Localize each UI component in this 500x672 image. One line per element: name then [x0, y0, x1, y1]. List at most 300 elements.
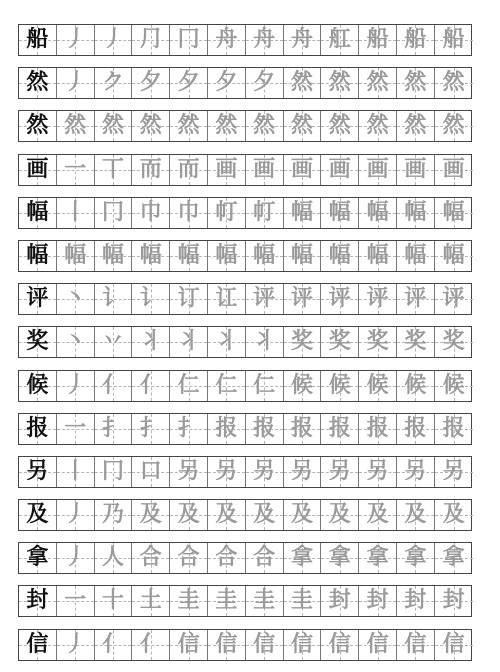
tracing-character: 冂 — [177, 27, 200, 52]
tracing-cell[interactable] — [246, 586, 284, 616]
tracing-character: 仁 — [215, 372, 238, 398]
tracing-cell[interactable] — [170, 630, 208, 660]
tracing-cell[interactable] — [359, 284, 397, 314]
tracing-character: 圭 — [290, 588, 313, 614]
tracing-cell[interactable] — [284, 68, 322, 98]
tracing-cell[interactable] — [284, 543, 322, 573]
tracing-cell[interactable] — [284, 155, 322, 185]
tracing-cell[interactable] — [208, 198, 246, 228]
tracing-character: 丅 — [101, 156, 124, 182]
tracing-cell[interactable] — [95, 111, 133, 141]
model-character-cell — [19, 414, 57, 444]
tracing-character: 巾 — [177, 199, 200, 225]
tracing-character: 幅 — [215, 242, 238, 268]
tracing-cell[interactable] — [284, 414, 322, 444]
tracing-cell[interactable] — [246, 198, 284, 228]
tracing-cell[interactable] — [397, 327, 435, 357]
tracing-character: 报 — [253, 415, 276, 441]
model-character: 信 — [26, 631, 49, 657]
tracing-cell[interactable] — [321, 155, 359, 185]
practice-row — [18, 110, 472, 142]
tracing-cell[interactable] — [397, 284, 435, 314]
practice-sheet — [18, 24, 472, 672]
tracing-cell[interactable] — [284, 327, 322, 357]
tracing-character: ク — [101, 70, 124, 96]
tracing-cell[interactable] — [246, 68, 284, 98]
tracing-character: 及 — [328, 502, 351, 528]
tracing-cell[interactable] — [435, 371, 473, 401]
model-character: 评 — [26, 286, 49, 312]
tracing-cell[interactable] — [359, 414, 397, 444]
tracing-cell[interactable] — [435, 111, 473, 141]
tracing-character: 丬 — [215, 329, 238, 355]
tracing-character: 幅 — [101, 242, 124, 268]
tracing-character: 信 — [177, 631, 200, 657]
tracing-cell[interactable] — [246, 543, 284, 573]
tracing-character: 土 — [139, 588, 162, 614]
tracing-character: 然 — [328, 113, 351, 139]
tracing-cell[interactable] — [246, 630, 284, 660]
tracing-cell[interactable] — [246, 371, 284, 401]
tracing-character: 及 — [366, 502, 389, 528]
model-character: 幅 — [26, 199, 49, 225]
tracing-cell[interactable] — [435, 457, 473, 487]
tracing-cell[interactable] — [284, 586, 322, 616]
tracing-cell[interactable] — [57, 111, 95, 141]
tracing-cell[interactable] — [95, 543, 133, 573]
tracing-cell[interactable] — [284, 457, 322, 487]
model-character: 及 — [26, 502, 49, 528]
tracing-cell[interactable] — [170, 25, 208, 55]
tracing-cell[interactable] — [321, 68, 359, 98]
tracing-cell[interactable] — [284, 25, 322, 55]
tracing-cell[interactable] — [132, 543, 170, 573]
tracing-cell[interactable] — [246, 327, 284, 357]
tracing-character: 评 — [328, 286, 351, 312]
tracing-cell[interactable] — [284, 284, 322, 314]
tracing-cell[interactable] — [208, 371, 246, 401]
tracing-character: 然 — [366, 113, 389, 139]
tracing-character: 然 — [215, 113, 238, 139]
tracing-character: 船 — [404, 27, 427, 52]
tracing-cell[interactable] — [170, 543, 208, 573]
tracing-character: 评 — [442, 286, 465, 312]
model-character-cell — [19, 630, 57, 660]
model-character: 然 — [26, 70, 49, 96]
tracing-cell[interactable] — [435, 198, 473, 228]
tracing-character: 幅 — [442, 199, 465, 225]
tracing-character: 画 — [404, 156, 427, 182]
tracing-cell[interactable] — [321, 111, 359, 141]
practice-row — [18, 629, 472, 661]
tracing-cell[interactable] — [95, 68, 133, 98]
tracing-cell[interactable] — [435, 68, 473, 98]
tracing-cell[interactable] — [435, 543, 473, 573]
tracing-cell[interactable] — [359, 68, 397, 98]
tracing-character: 乃 — [101, 502, 124, 528]
tracing-character: 丿 — [64, 502, 87, 528]
tracing-character: 合 — [139, 545, 162, 571]
tracing-cell[interactable] — [57, 241, 95, 271]
tracing-character: 合 — [177, 545, 200, 571]
tracing-cell[interactable] — [246, 111, 284, 141]
tracing-character: 幅 — [253, 242, 276, 268]
tracing-cell[interactable] — [246, 25, 284, 55]
tracing-cell[interactable] — [435, 630, 473, 660]
tracing-cell[interactable] — [57, 457, 95, 487]
tracing-character: 及 — [290, 502, 313, 528]
tracing-cell[interactable] — [321, 327, 359, 357]
tracing-cell[interactable] — [321, 414, 359, 444]
tracing-character: 拿 — [442, 545, 465, 571]
tracing-character: 奖 — [366, 329, 389, 355]
tracing-cell[interactable] — [246, 500, 284, 530]
tracing-cell[interactable] — [321, 241, 359, 271]
tracing-cell[interactable] — [397, 371, 435, 401]
tracing-character: 丬 — [139, 329, 162, 355]
tracing-character: 及 — [253, 502, 276, 528]
tracing-character: 幅 — [290, 199, 313, 225]
tracing-cell[interactable] — [359, 371, 397, 401]
tracing-character: 舡 — [328, 27, 351, 52]
tracing-cell[interactable] — [95, 25, 133, 55]
tracing-character: ⺆ — [139, 27, 162, 52]
tracing-cell[interactable] — [246, 241, 284, 271]
tracing-cell[interactable] — [397, 543, 435, 573]
tracing-character: 圭 — [253, 588, 276, 614]
tracing-character: 然 — [442, 113, 465, 139]
tracing-character: 拿 — [366, 545, 389, 571]
tracing-character: 另 — [253, 458, 276, 484]
tracing-character: 信 — [442, 631, 465, 657]
tracing-cell[interactable] — [208, 457, 246, 487]
tracing-cell[interactable] — [57, 198, 95, 228]
model-character: 幅 — [26, 242, 49, 268]
tracing-cell[interactable] — [397, 68, 435, 98]
tracing-character: 一 — [64, 415, 87, 441]
tracing-cell[interactable] — [132, 500, 170, 530]
tracing-cell[interactable] — [208, 111, 246, 141]
tracing-character: 然 — [290, 70, 313, 96]
tracing-character: 候 — [328, 372, 351, 398]
tracing-cell[interactable] — [246, 155, 284, 185]
tracing-cell[interactable] — [208, 586, 246, 616]
tracing-cell[interactable] — [208, 241, 246, 271]
tracing-cell[interactable] — [208, 543, 246, 573]
tracing-cell[interactable] — [397, 414, 435, 444]
tracing-cell[interactable] — [359, 327, 397, 357]
tracing-character: 画 — [290, 156, 313, 182]
model-character: 报 — [26, 415, 49, 441]
tracing-cell[interactable] — [435, 241, 473, 271]
tracing-cell[interactable] — [170, 457, 208, 487]
model-character-cell — [19, 198, 57, 228]
tracing-character: 合 — [215, 545, 238, 571]
tracing-cell[interactable] — [246, 414, 284, 444]
model-character: 船 — [26, 27, 49, 52]
tracing-cell[interactable] — [170, 586, 208, 616]
tracing-character: 候 — [366, 372, 389, 398]
tracing-character: 幅 — [366, 199, 389, 225]
tracing-cell[interactable] — [284, 111, 322, 141]
tracing-cell[interactable] — [95, 457, 133, 487]
tracing-cell[interactable] — [284, 241, 322, 271]
tracing-character: 丿 — [64, 545, 87, 571]
tracing-cell[interactable] — [132, 284, 170, 314]
model-character: 候 — [26, 372, 49, 398]
tracing-cell[interactable] — [397, 198, 435, 228]
tracing-cell[interactable] — [321, 630, 359, 660]
tracing-character: 画 — [442, 156, 465, 182]
tracing-cell[interactable] — [208, 284, 246, 314]
tracing-cell[interactable] — [321, 586, 359, 616]
tracing-character: 而 — [177, 156, 200, 182]
tracing-cell[interactable] — [284, 500, 322, 530]
tracing-cell[interactable] — [435, 155, 473, 185]
tracing-character: 信 — [328, 631, 351, 657]
model-character: 奖 — [26, 329, 49, 355]
tracing-cell[interactable] — [170, 414, 208, 444]
tracing-character: 报 — [366, 415, 389, 441]
model-character: 另 — [26, 458, 49, 484]
tracing-cell[interactable] — [359, 241, 397, 271]
tracing-cell[interactable] — [132, 630, 170, 660]
tracing-cell[interactable] — [170, 284, 208, 314]
tracing-character: 扌 — [139, 415, 162, 441]
practice-row — [18, 499, 472, 531]
tracing-cell[interactable] — [170, 371, 208, 401]
tracing-character: 拿 — [290, 545, 313, 571]
tracing-character: 丿 — [64, 27, 87, 52]
practice-row — [18, 240, 472, 272]
tracing-cell[interactable] — [132, 198, 170, 228]
tracing-character: 冂 — [101, 199, 124, 225]
tracing-cell[interactable] — [208, 327, 246, 357]
tracing-character: 丬 — [253, 329, 276, 355]
tracing-cell[interactable] — [95, 284, 133, 314]
tracing-character: 圭 — [177, 588, 200, 614]
tracing-cell[interactable] — [170, 155, 208, 185]
tracing-cell[interactable] — [435, 284, 473, 314]
tracing-cell[interactable] — [57, 500, 95, 530]
tracing-cell[interactable] — [95, 500, 133, 530]
tracing-cell[interactable] — [132, 371, 170, 401]
tracing-character: 候 — [442, 372, 465, 398]
tracing-character: 幅 — [290, 242, 313, 268]
tracing-character: 亻 — [101, 372, 124, 398]
tracing-cell[interactable] — [359, 155, 397, 185]
tracing-cell[interactable] — [95, 371, 133, 401]
tracing-character: 评 — [253, 286, 276, 312]
tracing-cell[interactable] — [132, 155, 170, 185]
tracing-character: 幅 — [404, 199, 427, 225]
tracing-cell[interactable] — [170, 111, 208, 141]
tracing-character: 另 — [290, 458, 313, 484]
tracing-cell[interactable] — [57, 630, 95, 660]
tracing-cell[interactable] — [321, 543, 359, 573]
tracing-cell[interactable] — [359, 630, 397, 660]
tracing-character: 幅 — [139, 242, 162, 268]
tracing-cell[interactable] — [397, 586, 435, 616]
tracing-cell[interactable] — [57, 371, 95, 401]
tracing-cell[interactable] — [95, 241, 133, 271]
tracing-character: 人 — [101, 545, 124, 571]
tracing-cell[interactable] — [208, 500, 246, 530]
tracing-cell[interactable] — [359, 457, 397, 487]
tracing-cell[interactable] — [397, 457, 435, 487]
tracing-cell[interactable] — [208, 68, 246, 98]
tracing-cell[interactable] — [95, 586, 133, 616]
tracing-character: 及 — [177, 502, 200, 528]
tracing-character: 候 — [404, 372, 427, 398]
tracing-character: 拿 — [404, 545, 427, 571]
tracing-character: 评 — [366, 286, 389, 312]
practice-row — [18, 283, 472, 315]
tracing-character: 及 — [215, 502, 238, 528]
tracing-character: 候 — [290, 372, 313, 398]
tracing-cell[interactable] — [397, 630, 435, 660]
tracing-cell[interactable] — [359, 111, 397, 141]
practice-row — [18, 326, 472, 358]
tracing-cell[interactable] — [284, 630, 322, 660]
tracing-character: 幅 — [328, 242, 351, 268]
tracing-cell[interactable] — [321, 371, 359, 401]
tracing-cell[interactable] — [435, 327, 473, 357]
model-character-cell — [19, 500, 57, 530]
tracing-cell[interactable] — [359, 586, 397, 616]
tracing-cell[interactable] — [132, 241, 170, 271]
tracing-character: 巾 — [139, 199, 162, 225]
tracing-character: 讠 — [139, 286, 162, 312]
tracing-cell[interactable] — [132, 414, 170, 444]
tracing-cell[interactable] — [208, 630, 246, 660]
tracing-character: 幅 — [328, 199, 351, 225]
tracing-cell[interactable] — [57, 543, 95, 573]
tracing-character: 丿 — [64, 631, 87, 657]
tracing-character: 夕 — [139, 70, 162, 96]
tracing-cell[interactable] — [397, 500, 435, 530]
tracing-character: 讠 — [101, 286, 124, 312]
tracing-character: 舟 — [215, 27, 238, 52]
tracing-character: 口 — [139, 458, 162, 484]
tracing-cell[interactable] — [208, 414, 246, 444]
tracing-character: 信 — [366, 631, 389, 657]
tracing-cell[interactable] — [57, 414, 95, 444]
tracing-character: 报 — [215, 415, 238, 441]
practice-row — [18, 456, 472, 488]
tracing-character: 然 — [328, 70, 351, 96]
tracing-cell[interactable] — [170, 500, 208, 530]
tracing-cell[interactable] — [57, 327, 95, 357]
tracing-character: 画 — [328, 156, 351, 182]
tracing-character: 丨 — [64, 458, 87, 484]
tracing-cell[interactable] — [57, 586, 95, 616]
tracing-cell[interactable] — [132, 586, 170, 616]
tracing-character: 奖 — [442, 329, 465, 355]
tracing-cell[interactable] — [57, 284, 95, 314]
tracing-cell[interactable] — [132, 111, 170, 141]
tracing-character: 帄 — [253, 199, 276, 225]
tracing-character: 及 — [404, 502, 427, 528]
tracing-cell[interactable] — [359, 543, 397, 573]
tracing-cell[interactable] — [321, 25, 359, 55]
tracing-cell[interactable] — [397, 111, 435, 141]
tracing-cell[interactable] — [132, 457, 170, 487]
tracing-cell[interactable] — [170, 241, 208, 271]
tracing-character: 夕 — [215, 70, 238, 96]
tracing-character: 报 — [442, 415, 465, 441]
tracing-character: 幅 — [404, 242, 427, 268]
tracing-cell[interactable] — [95, 155, 133, 185]
tracing-character: 信 — [253, 631, 276, 657]
tracing-cell[interactable] — [95, 198, 133, 228]
practice-row — [18, 370, 472, 402]
tracing-character: 而 — [139, 156, 162, 182]
tracing-character: 船 — [442, 27, 465, 52]
tracing-character: 拿 — [328, 545, 351, 571]
tracing-character: 评 — [290, 286, 313, 312]
tracing-cell[interactable] — [57, 25, 95, 55]
tracing-cell[interactable] — [57, 155, 95, 185]
tracing-character: 扌 — [101, 415, 124, 441]
tracing-cell[interactable] — [208, 155, 246, 185]
tracing-cell[interactable] — [208, 25, 246, 55]
tracing-character: 圭 — [215, 588, 238, 614]
model-character: 画 — [26, 156, 49, 182]
tracing-character: 然 — [366, 70, 389, 96]
tracing-cell[interactable] — [321, 284, 359, 314]
tracing-cell[interactable] — [246, 457, 284, 487]
tracing-cell[interactable] — [95, 327, 133, 357]
tracing-character: 丨 — [64, 199, 87, 225]
tracing-character: 报 — [328, 415, 351, 441]
tracing-cell[interactable] — [132, 327, 170, 357]
tracing-cell[interactable] — [397, 155, 435, 185]
tracing-cell[interactable] — [132, 68, 170, 98]
practice-row — [18, 585, 472, 617]
tracing-cell[interactable] — [321, 457, 359, 487]
tracing-cell[interactable] — [95, 630, 133, 660]
tracing-cell[interactable] — [435, 586, 473, 616]
tracing-cell[interactable] — [95, 414, 133, 444]
tracing-cell[interactable] — [321, 198, 359, 228]
tracing-cell[interactable] — [359, 25, 397, 55]
tracing-cell[interactable] — [132, 25, 170, 55]
tracing-cell[interactable] — [246, 284, 284, 314]
tracing-cell[interactable] — [435, 414, 473, 444]
tracing-cell[interactable] — [359, 198, 397, 228]
tracing-character: 仁 — [253, 372, 276, 398]
tracing-cell[interactable] — [397, 25, 435, 55]
tracing-cell[interactable] — [284, 371, 322, 401]
tracing-cell[interactable] — [284, 198, 322, 228]
tracing-character: 船 — [366, 27, 389, 52]
model-character-cell — [19, 543, 57, 573]
tracing-character: 奖 — [404, 329, 427, 355]
tracing-cell[interactable] — [170, 198, 208, 228]
tracing-cell[interactable] — [435, 500, 473, 530]
tracing-cell[interactable] — [170, 327, 208, 357]
tracing-cell[interactable] — [397, 241, 435, 271]
tracing-cell[interactable] — [321, 500, 359, 530]
tracing-cell[interactable] — [359, 500, 397, 530]
tracing-cell[interactable] — [435, 25, 473, 55]
tracing-cell[interactable] — [170, 68, 208, 98]
tracing-character: 仁 — [177, 372, 200, 398]
tracing-character: 亻 — [101, 631, 124, 657]
tracing-character: 十 — [101, 588, 124, 614]
tracing-cell[interactable] — [57, 68, 95, 98]
